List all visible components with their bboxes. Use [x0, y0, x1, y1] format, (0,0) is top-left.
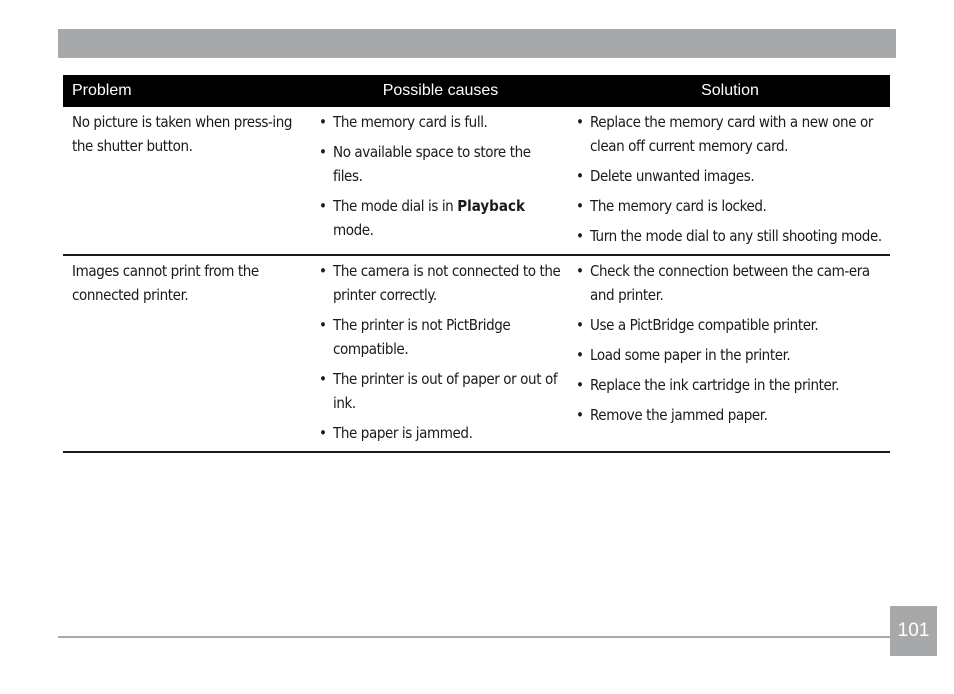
- list-item: • No available space to store the files.: [319, 140, 562, 188]
- list-item: • Use a PictBridge compatible printer.: [576, 313, 884, 337]
- table-row: [63, 107, 890, 255]
- list-item: • Turn the mode dial to any still shooting mode.: [576, 224, 884, 248]
- troubleshooting-table: [63, 75, 890, 453]
- header-solution: Solution: [570, 75, 890, 107]
- table-row: [63, 255, 890, 452]
- solutions-cell: [570, 107, 890, 255]
- problem-cell: [63, 107, 311, 255]
- causes-cell: [311, 255, 570, 452]
- list-item: • Load some paper in the printer.: [576, 343, 884, 367]
- page-number: 101: [890, 606, 937, 656]
- solutions-cell: [570, 255, 890, 452]
- list-item: • The camera is not connected to the printer correctly.: [319, 259, 562, 307]
- table-header: [63, 75, 890, 107]
- list-item: • The printer is out of paper or out of ink.: [319, 367, 562, 415]
- problem-text: Images cannot print from the connected printer.: [72, 262, 259, 304]
- solutions-list: [576, 110, 884, 248]
- footer-divider: [58, 636, 890, 638]
- cause-text-prefix: The mode dial is in: [333, 197, 458, 215]
- header-bar: [58, 29, 896, 58]
- list-item: • Replace the memory card with a new one or clean off current memory card.: [576, 110, 884, 158]
- list-item: • The printer is not PictBridge compatible.: [319, 313, 562, 361]
- causes-list: [319, 110, 562, 242]
- cause-text-suffix: mode.: [333, 221, 374, 239]
- solutions-list: [576, 259, 884, 427]
- list-item: • The memory card is full.: [319, 110, 562, 134]
- list-item: • Replace the ink cartridge in the printer.: [576, 373, 884, 397]
- header-possible-causes: Possible causes: [311, 75, 570, 107]
- problem-cell: [63, 255, 311, 452]
- playback-mode-label: Playback: [457, 197, 525, 215]
- list-item: • Remove the jammed paper.: [576, 403, 884, 427]
- list-item: • Check the connection between the cam-era and printer.: [576, 259, 884, 307]
- problem-text: No picture is taken when press-ing the shutter button.: [72, 113, 293, 155]
- causes-cell: [311, 107, 570, 255]
- list-item: • Delete unwanted images.: [576, 164, 884, 188]
- list-item: [319, 194, 562, 242]
- causes-list: [319, 259, 562, 445]
- list-item: • The memory card is locked.: [576, 194, 884, 218]
- list-item: • The paper is jammed.: [319, 421, 562, 445]
- header-problem: Problem: [63, 75, 311, 107]
